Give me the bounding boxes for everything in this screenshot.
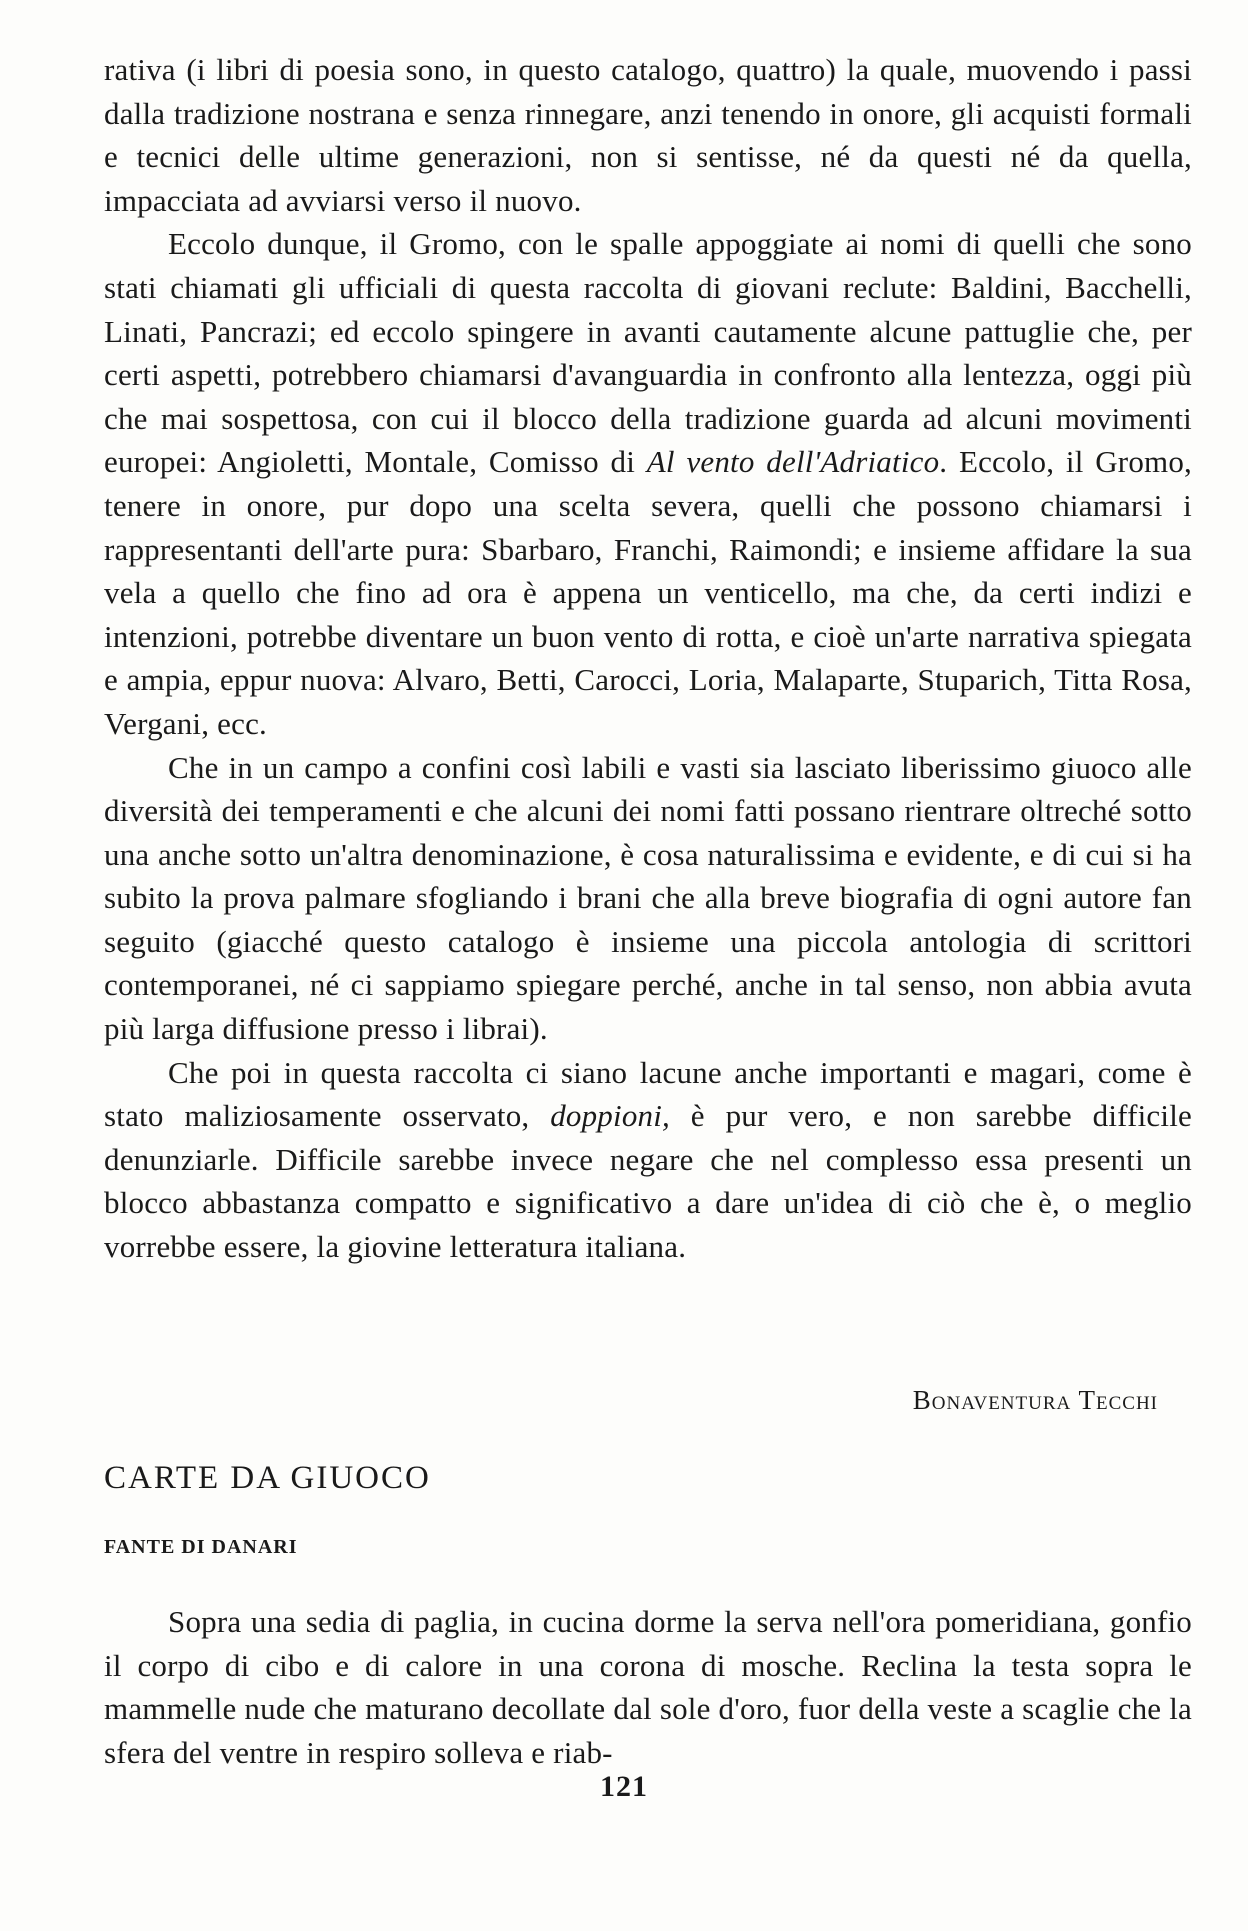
- italic-text: Al vento dell'Adriatico: [646, 444, 940, 480]
- paragraph: [104, 222, 1192, 745]
- essay-body: [104, 48, 1192, 1269]
- section-body: [104, 1600, 1192, 1774]
- paragraph: [104, 48, 1192, 222]
- section-subtitle: FANTE DI DANARI: [104, 1536, 298, 1558]
- text-run: . Eccolo, il Gromo, tenere in onore, pur dopo una scelta severa, quelli che possono chiamarsi i rappresentanti dell'arte pura: Sbarbaro, Franchi, Raimondi; e insieme affidare la sua vela a quello che fino ad ora è appena un venticello, ma che, da certi indizi e intenzioni, potrebbe diventare un buon vento di rotta, e cioè un'arte narrativa spiegata e ampia, eppur nuova: Alvaro, Betti, Carocci, Loria, Malaparte, Stuparich, Titta Rosa, Vergani, ecc.: [104, 444, 1192, 741]
- italic-text: doppioni,: [550, 1098, 670, 1134]
- author-signature: Bonaventura Tecchi: [912, 1385, 1158, 1415]
- paragraph: [104, 746, 1192, 1051]
- text-run: Che in un campo a confini così labili e vasti sia lasciato liberissimo giuoco alle diversità dei temperamenti e che alcuni dei nomi fatti possano rientrare oltreché sotto una anche sotto un'altra denominazione, è cosa naturalissima e evidente, e di cui si ha subito la prova palmare sfogliando i brani che alla breve biografia di ogni autore fan seguito (giacché questo catalogo è insieme una piccola antologia di scrittori contemporanei, né ci sappiamo spiegare perché, anche in tal senso, non abbia avuta più larga diffusione presso i librai).: [104, 749, 1192, 1047]
- text-run: rativa (i libri di poesia sono, in questo catalogo, quattro) la quale, muovendo i passi dalla tradizione nostrana e senza rinnegare, anzi tenendo in onore, gli acquisti formali e tecnici delle ultime generazioni, non si sentisse, né da questi né da quella, impacciata ad avviarsi verso il nuovo.: [104, 52, 1192, 218]
- paragraph: [104, 1600, 1192, 1774]
- text-run: Eccolo dunque, il Gromo, con le spalle appoggiate ai nomi di quelli che sono stati chiamati gli ufficiali di questa raccolta di giovani reclute: Baldini, Bacchelli, Linati, Pancrazi; ed eccolo spingere in avanti cautamente alcune pattuglie che, per certi aspetti, potrebbero chiamarsi d'avanguardia in confronto alla lentezza, oggi più che mai sospettosa, con cui il blocco della tradizione guarda ad alcuni movimenti europei: Angioletti, Montale, Comisso di: [104, 226, 1192, 480]
- page-number: 121: [600, 1770, 648, 1803]
- text-run: è pur vero, e non sarebbe difficile denunziarle. Difficile sarebbe invece negare che nel complesso essa presenti un blocco abbastanza compatto e significativo a dare un'idea di ciò che è, o meglio vorrebbe essere, la giovine letteratura italiana.: [104, 1098, 1192, 1265]
- paragraph: [104, 1051, 1192, 1269]
- section-title: CARTE DA GIUOCO: [104, 1460, 431, 1496]
- text-run: Che poi in questa raccolta ci siano lacune anche importanti e magari, come è stato maliziosamente osservato,: [104, 1054, 1192, 1134]
- text-run: Sopra una sedia di paglia, in cucina dorme la serva nell'ora pomeridiana, gonfio il corpo di cibo e di calore in una corona di mosche. Reclina la testa sopra le mammelle nude che maturano decollate dal sole d'oro, fuor della veste a scaglie che la sfera del ventre in respiro solleva e riab-: [104, 1604, 1192, 1770]
